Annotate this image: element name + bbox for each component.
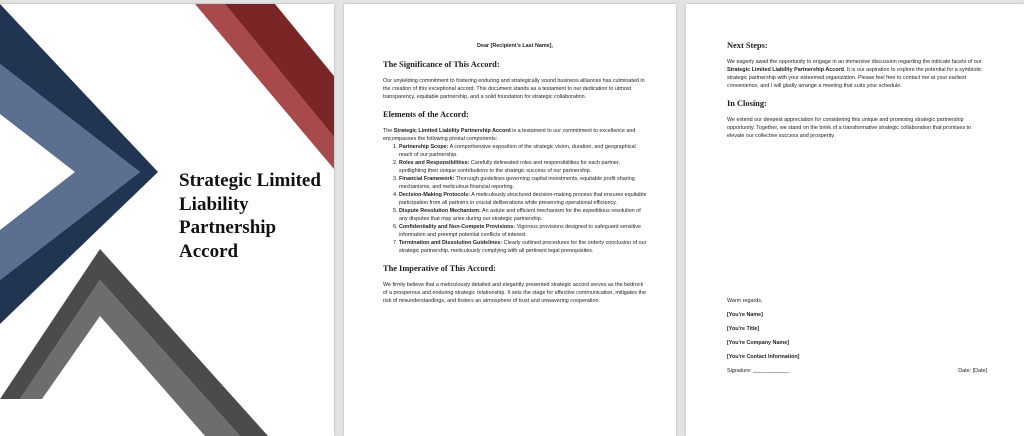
elements-heading: Elements of the Accord: bbox=[383, 110, 469, 119]
list-item-term: Partnership Scope: bbox=[399, 144, 449, 150]
list-item-term: Financial Framework: bbox=[399, 176, 455, 182]
closing-paragraph: We extend our deepest appreciation for considering this unique and promising strategic partnership opportunity. Together, we stand on the brink of a transformative strategic collaboration that promises to elevate our collective success and prosperity. bbox=[727, 117, 972, 139]
signature-block bbox=[727, 294, 987, 378]
sender-contact: [You're Contact Information] bbox=[727, 354, 800, 360]
elements-intro-suffix: is a testament to our commitment to excellence and encompasses the following pivotal components: bbox=[383, 128, 636, 142]
signature-row bbox=[727, 364, 987, 378]
next-steps-bold: Strategic Limited Liability Partnership Accord bbox=[727, 67, 844, 73]
cover-title-line-3: Partnership bbox=[179, 217, 277, 238]
letter-page-2 bbox=[686, 4, 1024, 436]
list-item-text: An astute and efficient mechanism for the expeditious resolution of any disputes that may arise during our strategic partnership. bbox=[399, 208, 641, 222]
list-item bbox=[399, 159, 647, 175]
imperative-heading: The Imperative of This Accord: bbox=[383, 264, 496, 273]
regards-text: Warm regards, bbox=[727, 298, 763, 304]
list-item-term: Termination and Dissolution Guidelines: bbox=[399, 240, 503, 246]
list-item bbox=[399, 175, 647, 191]
cover-title bbox=[179, 169, 329, 263]
significance-paragraph: Our unyielding commitment to fostering enduring and strategically sound business alliances has culminated in the creation of this exceptional accord. This document stands as a testament to our dedication to utmost transparency, equitable partnership, and a solid foundation for strategic collaboration. bbox=[383, 78, 645, 100]
list-item-text: Carefully delineated roles and responsibilities for each partner, spotlighting their unique contributions to the strategic success of our partnership. bbox=[399, 160, 620, 174]
elements-intro bbox=[383, 127, 647, 143]
next-steps-paragraph bbox=[727, 58, 989, 90]
list-item bbox=[399, 207, 647, 223]
cover-title-line-4: Accord bbox=[179, 240, 239, 262]
closing-heading: In Closing: bbox=[727, 99, 767, 108]
elements-list bbox=[383, 143, 647, 255]
imperative-paragraph: We firmly believe that a meticulously detailed and elegantly presented strategic accord serves as the bedrock of a prosperous and enduring strategic relationship. It sets the stage for effective communication, mitigates the risk of misunderstandings, and fosters an atmosphere of trust and unwavering cooperation. bbox=[383, 282, 646, 304]
list-item-text: A comprehensive exposition of the strategic vision, duration, and geographical reach of our partnership. bbox=[399, 144, 636, 158]
letter-body-continued bbox=[727, 40, 989, 148]
list-item bbox=[399, 223, 647, 239]
signature-label: Signature: ____________ bbox=[727, 368, 790, 374]
salutation: Dear [Recipient's Last Name], bbox=[477, 43, 553, 49]
list-item-text: Vigorous provisions designed to safeguard sensitive information and preempt potential conflicts of interest. bbox=[399, 224, 641, 238]
list-item bbox=[399, 191, 647, 207]
elements-intro-bold: Strategic Limited Liability Partnership Accord bbox=[393, 128, 511, 134]
list-item bbox=[399, 143, 647, 159]
list-item-term: Dispute Resolution Mechanism: bbox=[399, 208, 481, 214]
list-item-text: Thorough guidelines governing capital investments, equitable profit sharing mechanisms, and meticulous financial reporting. bbox=[399, 176, 635, 190]
cover-title-line-1: Strategic Limited bbox=[179, 170, 321, 191]
list-item-term: Decision-Making Protocols: bbox=[399, 192, 470, 198]
list-item-term: Roles and Responsibilities: bbox=[399, 160, 470, 166]
cover-title-line-2: Liability bbox=[179, 193, 249, 215]
list-item-text: Clearly outlined procedures for the orderly conclusion of our strategic partnership, meticulously complying with all pertinent legal prerequisites. bbox=[399, 240, 647, 254]
date-label: Date: [Date] bbox=[958, 368, 987, 374]
elements-intro-prefix: The bbox=[383, 128, 394, 134]
sender-name: [You're Name] bbox=[727, 312, 763, 318]
significance-heading: The Significance of This Accord: bbox=[383, 60, 500, 69]
letter-page-1 bbox=[344, 4, 676, 436]
next-steps-prefix: We eagerly await the opportunity to engage in an immersive discussion regarding the intricate facets of our bbox=[727, 59, 982, 65]
sender-title: [You're Title] bbox=[727, 326, 760, 332]
sender-company: [You're Company Name] bbox=[727, 340, 789, 346]
next-steps-suffix: . It is our aspiration to explore the potential for a symbiotic strategic partnership with your esteemed organization. Please feel free to contact me at your earliest convenience, and I will gladly arrange a meeting that suits your schedule. bbox=[727, 67, 982, 89]
list-item-term: Confidentiality and Non-Compete Provisions: bbox=[399, 224, 516, 230]
letter-body bbox=[383, 42, 647, 313]
cover-page bbox=[0, 4, 334, 436]
list-item-text: A meticulously structured decision-making process that ensures equitable participation from all partners in crucial deliberations while preserving operational efficiency. bbox=[399, 192, 647, 206]
list-item bbox=[399, 239, 647, 255]
next-steps-heading: Next Steps: bbox=[727, 41, 768, 50]
